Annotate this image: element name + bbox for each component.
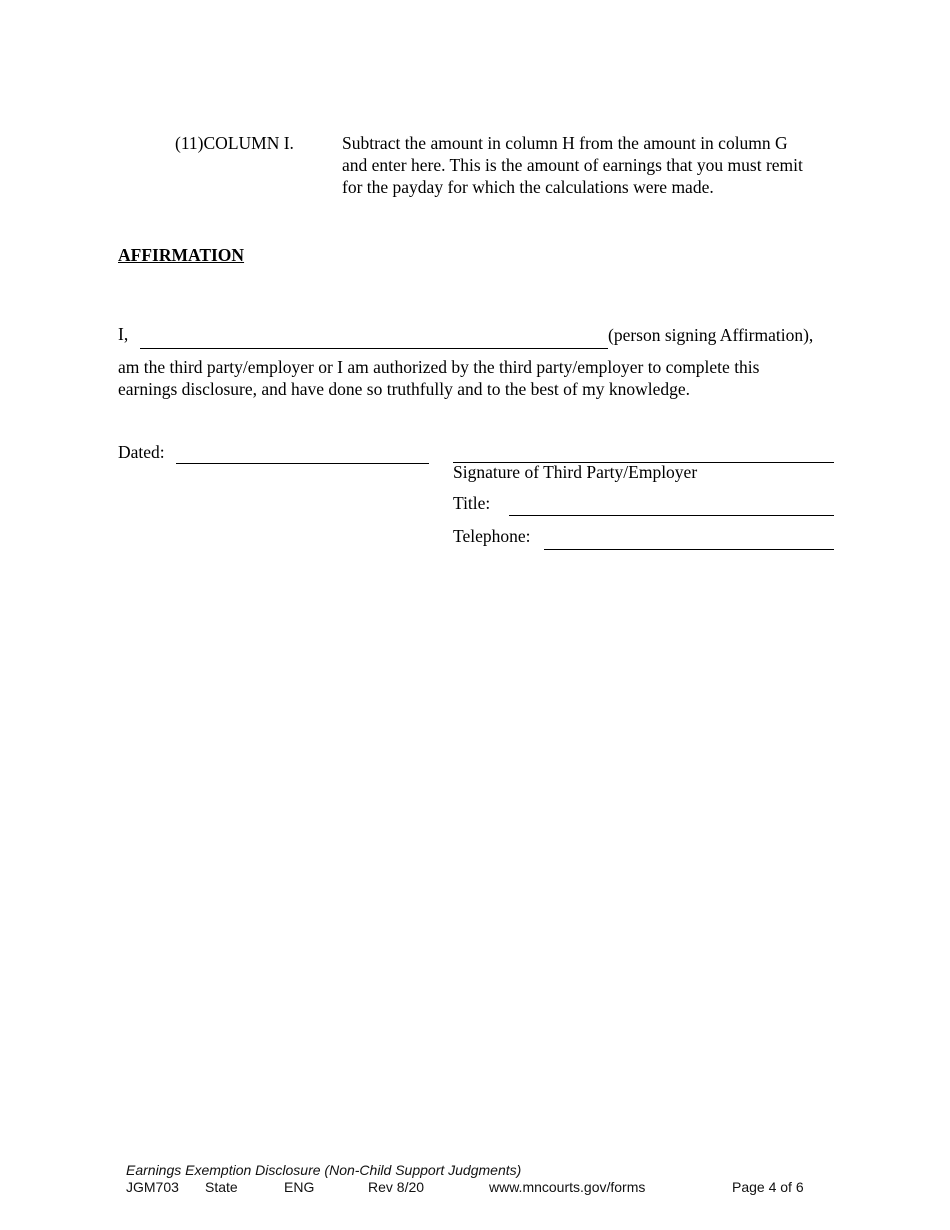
footer-jurisdiction: State [205, 1179, 238, 1195]
footer-form-title: Earnings Exemption Disclosure (Non-Child Support Judgments) [126, 1162, 522, 1178]
instruction-line: and enter here. This is the amount of earnings that you must remit [342, 155, 803, 175]
telephone-label: Telephone: [453, 526, 531, 546]
footer-page-number: Page 4 of 6 [732, 1179, 804, 1195]
instruction-line: for the payday for which the calculations were made. [342, 177, 714, 197]
instruction-text [342, 132, 842, 198]
affirmation-body-line: earnings disclosure, and have done so truthfully and to the best of my knowledge. [118, 379, 691, 399]
footer-form-code: JGM703 [126, 1179, 179, 1195]
instruction-label: (11)COLUMN I. [175, 133, 294, 153]
footer-language: ENG [284, 1179, 315, 1195]
affirmation-heading: AFFIRMATION [118, 245, 245, 265]
title-label: Title: [453, 493, 491, 513]
affirmant-name-line[interactable] [140, 348, 608, 349]
signature-caption: Signature of Third Party/Employer [453, 462, 698, 482]
dated-label: Dated: [118, 442, 165, 462]
affirmation-body [118, 356, 858, 400]
instruction-line: Subtract the amount in column H from the amount in column G [342, 133, 788, 153]
affirmation-body-line: am the third party/employer or I am authorized by the third party/employer to complete this [118, 357, 760, 377]
date-line[interactable] [176, 463, 429, 464]
affirmation-prefix: I, [118, 324, 129, 344]
footer-revision: Rev 8/20 [368, 1179, 425, 1195]
footer-website: www.mncourts.gov/forms [489, 1179, 646, 1195]
telephone-line[interactable] [544, 549, 834, 550]
affirmation-suffix: (person signing Affirmation), [608, 325, 814, 345]
title-line[interactable] [509, 515, 834, 516]
